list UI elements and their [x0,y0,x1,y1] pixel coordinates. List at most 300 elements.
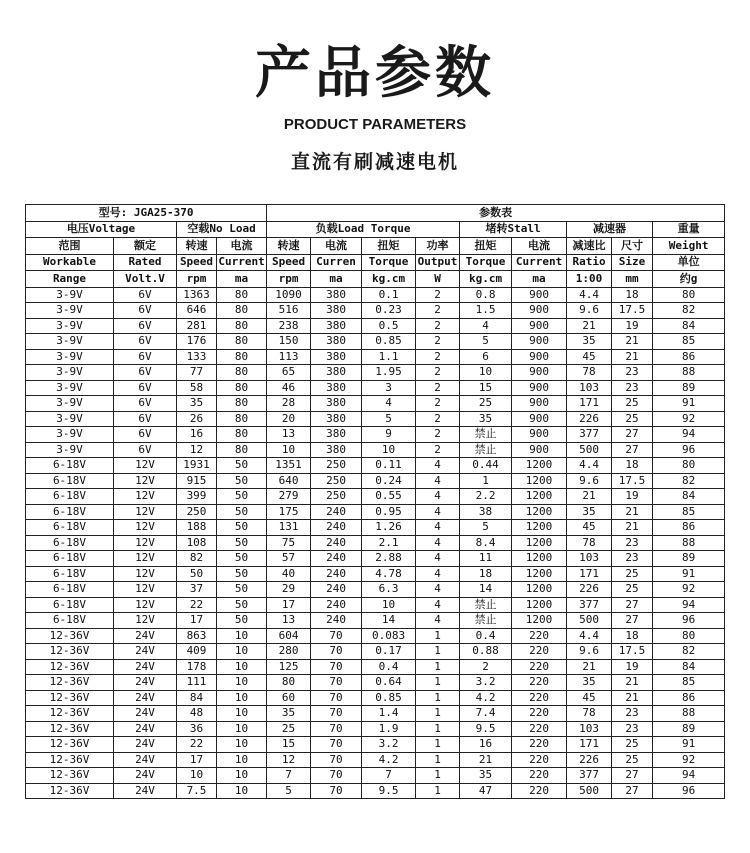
table-cell: 2 [416,365,460,381]
table-cell: 0.85 [362,690,416,706]
table-cell: 10 [177,768,217,784]
table-cell: 2 [416,442,460,458]
table-cell: 4 [416,597,460,613]
table-cell: 3-9V [26,349,114,365]
table-cell: 125 [267,659,311,675]
table-cell: 10 [267,442,311,458]
table-cell: 0.4 [460,628,512,644]
table-cell: 85 [653,675,725,691]
table-cell: 9.6 [567,473,612,489]
column-header-en: Output [416,254,460,271]
column-header-en: Torque [362,254,416,271]
table-cell: 2 [416,427,460,443]
table-cell: 50 [217,489,267,505]
table-cell: 6-18V [26,597,114,613]
table-cell: 3.2 [460,675,512,691]
table-cell: 113 [267,349,311,365]
table-cell: 50 [217,582,267,598]
column-header-cn: 电流 [217,238,267,255]
table-cell: 3-9V [26,427,114,443]
table-cell: 27 [612,613,653,629]
column-header-cn: 电流 [512,238,567,255]
table-cell: 50 [217,613,267,629]
table-cell: 4 [416,473,460,489]
table-row [26,504,725,520]
table-cell: 17.5 [612,303,653,319]
table-cell: 900 [512,442,567,458]
table-cell: 21 [612,504,653,520]
table-row [26,752,725,768]
table-cell: 1.4 [362,706,416,722]
table-cell: 4 [416,613,460,629]
table-cell: 7.4 [460,706,512,722]
table-cell: 1 [416,752,460,768]
table-cell: 4.4 [567,458,612,474]
table-cell: 25 [612,566,653,582]
table-cell: 45 [567,520,612,536]
table-cell: 24V [114,690,177,706]
table-cell: 12 [267,752,311,768]
column-header-unit: kg.cm [362,271,416,288]
table-cell: 380 [311,380,362,396]
table-cell: 0.88 [460,644,512,660]
table-cell: 91 [653,566,725,582]
table-cell: 6-18V [26,613,114,629]
table-cell: 1 [416,706,460,722]
table-cell: 380 [311,411,362,427]
column-header-unit: ma [217,271,267,288]
table-cell: 6-18V [26,582,114,598]
table-cell: 380 [311,287,362,303]
table-cell: 80 [217,318,267,334]
table-cell: 2 [416,334,460,350]
table-cell: 3-9V [26,318,114,334]
group-stall: 堵转Stall [460,221,567,238]
table-cell: 10 [217,706,267,722]
table-cell: 36 [177,721,217,737]
table-cell: 1200 [512,582,567,598]
column-header-unit: 1:00 [567,271,612,288]
table-cell: 240 [311,535,362,551]
page-subtitle-cn: 直流有刷减速电机 [290,151,459,173]
group-load-torque: 负载Load Torque [267,221,460,238]
table-cell: 409 [177,644,217,660]
table-cell: 12V [114,582,177,598]
table-cell: 27 [612,427,653,443]
table-cell: 10 [362,597,416,613]
table-row [26,287,725,303]
table-cell: 50 [217,520,267,536]
table-cell: 17 [177,752,217,768]
table-cell: 25 [612,737,653,753]
table-cell: 78 [567,365,612,381]
table-cell: 6-18V [26,520,114,536]
table-cell: 27 [612,442,653,458]
table-cell: 18 [612,628,653,644]
table-cell: 70 [311,737,362,753]
table-cell: 2.1 [362,535,416,551]
table-cell: 11 [460,551,512,567]
table-cell: 84 [177,690,217,706]
table-cell: 94 [653,427,725,443]
table-cell: 96 [653,613,725,629]
table-cell: 0.5 [362,318,416,334]
table-cell: 250 [311,489,362,505]
column-header-en: Current [512,254,567,271]
table-cell: 92 [653,752,725,768]
table-cell: 604 [267,628,311,644]
table-cell: 9.6 [567,644,612,660]
table-cell: 0.64 [362,675,416,691]
table-cell: 94 [653,597,725,613]
table-cell: 12-36V [26,644,114,660]
table-cell: 17 [267,597,311,613]
table-cell: 12V [114,551,177,567]
table-row [26,380,725,396]
table-cell: 12 [177,442,217,458]
table-cell: 2 [416,287,460,303]
table-cell: 1 [416,768,460,784]
table-cell: 48 [177,706,217,722]
table-row [26,489,725,505]
table-cell: 6V [114,318,177,334]
table-cell: 25 [612,752,653,768]
table-cell: 24V [114,783,177,799]
table-cell: 28 [267,396,311,412]
table-cell: 220 [512,675,567,691]
table-cell: 80 [217,303,267,319]
column-header-en: Size [612,254,653,271]
table-cell: 1200 [512,551,567,567]
table-cell: 15 [460,380,512,396]
table-row [26,690,725,706]
column-header-unit: rpm [177,271,217,288]
table-cell: 2 [416,303,460,319]
table-cell: 1200 [512,489,567,505]
table-cell: 12-36V [26,737,114,753]
table-cell: 92 [653,411,725,427]
table-cell: 2.2 [460,489,512,505]
table-cell: 250 [177,504,217,520]
table-cell: 0.8 [460,287,512,303]
table-cell: 18 [612,458,653,474]
table-cell: 279 [267,489,311,505]
table-row [26,582,725,598]
table-cell: 2 [416,318,460,334]
table-cell: 46 [267,380,311,396]
table-cell: 禁止 [460,597,512,613]
table-cell: 80 [217,365,267,381]
table-cell: 1931 [177,458,217,474]
table-row [26,303,725,319]
table-cell: 10 [217,783,267,799]
column-header-unit: Volt.V [114,271,177,288]
table-cell: 0.11 [362,458,416,474]
page-title: 产品参数 [255,41,495,106]
table-cell: 500 [567,783,612,799]
table-cell: 1.95 [362,365,416,381]
table-cell: 24V [114,659,177,675]
table-cell: 65 [267,365,311,381]
table-cell: 377 [567,427,612,443]
table-cell: 12-36V [26,783,114,799]
table-row [26,783,725,799]
table-cell: 50 [217,535,267,551]
table-cell: 4 [460,318,512,334]
table-row [26,628,725,644]
table-cell: 1 [416,675,460,691]
page-subtitle-en: PRODUCT PARAMETERS [283,116,467,133]
table-cell: 500 [567,613,612,629]
table-cell: 24V [114,768,177,784]
table-cell: 9.5 [460,721,512,737]
table-cell: 6V [114,380,177,396]
table-cell: 88 [653,535,725,551]
table-cell: 6-18V [26,458,114,474]
table-cell: 380 [311,442,362,458]
table-cell: 111 [177,675,217,691]
table-cell: 2 [416,349,460,365]
column-header-en: Rated [114,254,177,271]
table-cell: 103 [567,551,612,567]
table-cell: 5 [460,520,512,536]
table-cell: 900 [512,411,567,427]
table-cell: 21 [612,349,653,365]
table-cell: 12-36V [26,706,114,722]
table-cell: 377 [567,597,612,613]
table-cell: 2 [460,659,512,675]
table-cell: 21 [612,690,653,706]
table-cell: 17 [177,613,217,629]
table-cell: 24V [114,737,177,753]
table-cell: 89 [653,551,725,567]
table-cell: 250 [311,458,362,474]
table-cell: 1 [416,628,460,644]
table-cell: 82 [653,473,725,489]
table-cell: 1200 [512,504,567,520]
table-cell: 9 [362,427,416,443]
table-cell: 14 [460,582,512,598]
table-row [26,458,725,474]
table-cell: 500 [567,442,612,458]
table-cell: 4 [416,504,460,520]
table-cell: 171 [567,396,612,412]
table-cell: 399 [177,489,217,505]
table-cell: 86 [653,520,725,536]
table-cell: 35 [567,334,612,350]
table-cell: 2 [416,396,460,412]
table-cell: 21 [612,520,653,536]
table-cell: 10 [460,365,512,381]
table-cell: 380 [311,349,362,365]
table-cell: 4 [416,535,460,551]
table-row [26,597,725,613]
table-cell: 640 [267,473,311,489]
column-header-cn: 额定 [114,238,177,255]
table-cell: 4 [416,582,460,598]
table-cell: 3-9V [26,442,114,458]
table-cell: 6 [460,349,512,365]
table-cell: 0.083 [362,628,416,644]
table-cell: 77 [177,365,217,381]
table-cell: 29 [267,582,311,598]
table-cell: 7 [362,768,416,784]
table-cell: 6V [114,442,177,458]
table-cell: 94 [653,768,725,784]
table-cell: 1 [416,644,460,660]
table-cell: 24V [114,628,177,644]
table-row [26,737,725,753]
table-cell: 900 [512,365,567,381]
column-header-cn: 扭矩 [460,238,512,255]
table-row [26,659,725,675]
column-header-cn: 尺寸 [612,238,653,255]
table-cell: 3-9V [26,365,114,381]
table-cell: 0.44 [460,458,512,474]
table-cell: 3-9V [26,396,114,412]
table-cell: 80 [217,287,267,303]
table-cell: 220 [512,752,567,768]
table-cell: 88 [653,706,725,722]
table-cell: 25 [267,721,311,737]
table-cell: 35 [177,396,217,412]
table-cell: 91 [653,737,725,753]
table-row [26,411,725,427]
table-cell: 900 [512,287,567,303]
table-cell: 5 [267,783,311,799]
table-row [26,349,725,365]
table-cell: 12-36V [26,768,114,784]
table-cell: 80 [653,287,725,303]
table-cell: 380 [311,427,362,443]
table-cell: 380 [311,396,362,412]
table-row [26,721,725,737]
column-header-cn: 减速比 [567,238,612,255]
table-cell: 24V [114,752,177,768]
table-cell: 17.5 [612,473,653,489]
table-cell: 6-18V [26,504,114,520]
column-header-en: Speed [267,254,311,271]
table-cell: 178 [177,659,217,675]
table-cell: 35 [460,411,512,427]
table-cell: 23 [612,551,653,567]
table-cell: 4 [416,458,460,474]
table-cell: 12V [114,535,177,551]
table-cell: 240 [311,566,362,582]
table-cell: 250 [311,473,362,489]
table-cell: 1200 [512,473,567,489]
table-cell: 22 [177,737,217,753]
table-cell: 1 [460,473,512,489]
table-cell: 24V [114,706,177,722]
table-cell: 10 [217,675,267,691]
table-cell: 6-18V [26,473,114,489]
table-cell: 6-18V [26,489,114,505]
table-cell: 5 [362,411,416,427]
table-cell: 14 [362,613,416,629]
column-header-en: Ratio [567,254,612,271]
table-cell: 88 [653,365,725,381]
table-cell: 85 [653,504,725,520]
table-cell: 23 [612,721,653,737]
table-cell: 70 [311,675,362,691]
table-cell: 4 [362,396,416,412]
table-cell: 103 [567,380,612,396]
table-row [26,675,725,691]
table-cell: 380 [311,303,362,319]
table-cell: 3-9V [26,380,114,396]
table-cell: 80 [267,675,311,691]
table-cell: 6-18V [26,535,114,551]
table-cell: 1200 [512,535,567,551]
table-cell: 240 [311,504,362,520]
table-cell: 80 [217,427,267,443]
table-row [26,365,725,381]
table-cell: 70 [311,721,362,737]
table-row [26,551,725,567]
table-cell: 240 [311,551,362,567]
table-cell: 1200 [512,566,567,582]
table-cell: 70 [311,752,362,768]
group-header-row [26,221,725,238]
params-label: 参数表 [267,205,725,222]
table-cell: 220 [512,721,567,737]
table-cell: 12-36V [26,752,114,768]
table-cell: 1 [416,690,460,706]
table-cell: 12-36V [26,659,114,675]
table-cell: 1200 [512,597,567,613]
table-cell: 12-36V [26,675,114,691]
table-cell: 84 [653,489,725,505]
table-cell: 12V [114,473,177,489]
table-cell: 50 [217,504,267,520]
group-gearbox: 减速器 [567,221,653,238]
table-cell: 80 [653,628,725,644]
table-cell: 380 [311,334,362,350]
table-cell: 1 [416,721,460,737]
table-cell: 900 [512,318,567,334]
table-cell: 86 [653,690,725,706]
table-cell: 2 [416,411,460,427]
table-cell: 80 [653,458,725,474]
table-cell: 188 [177,520,217,536]
table-cell: 220 [512,783,567,799]
table-cell: 37 [177,582,217,598]
table-cell: 24V [114,721,177,737]
table-cell: 238 [267,318,311,334]
column-header-en: Workable [26,254,114,271]
table-cell: 13 [267,427,311,443]
table-row [26,396,725,412]
column-header-en: Torque [460,254,512,271]
table-cell: 12-36V [26,628,114,644]
column-header-cn: 功率 [416,238,460,255]
table-cell: 89 [653,380,725,396]
table-cell: 12-36V [26,721,114,737]
table-cell: 21 [567,659,612,675]
table-cell: 21 [567,318,612,334]
table-cell: 80 [217,396,267,412]
table-cell: 12V [114,566,177,582]
table-cell: 240 [311,597,362,613]
table-cell: 900 [512,303,567,319]
table-cell: 220 [512,737,567,753]
table-cell: 1 [416,659,460,675]
table-cell: 25 [612,411,653,427]
table-cell: 863 [177,628,217,644]
table-cell: 96 [653,783,725,799]
table-cell: 377 [567,768,612,784]
